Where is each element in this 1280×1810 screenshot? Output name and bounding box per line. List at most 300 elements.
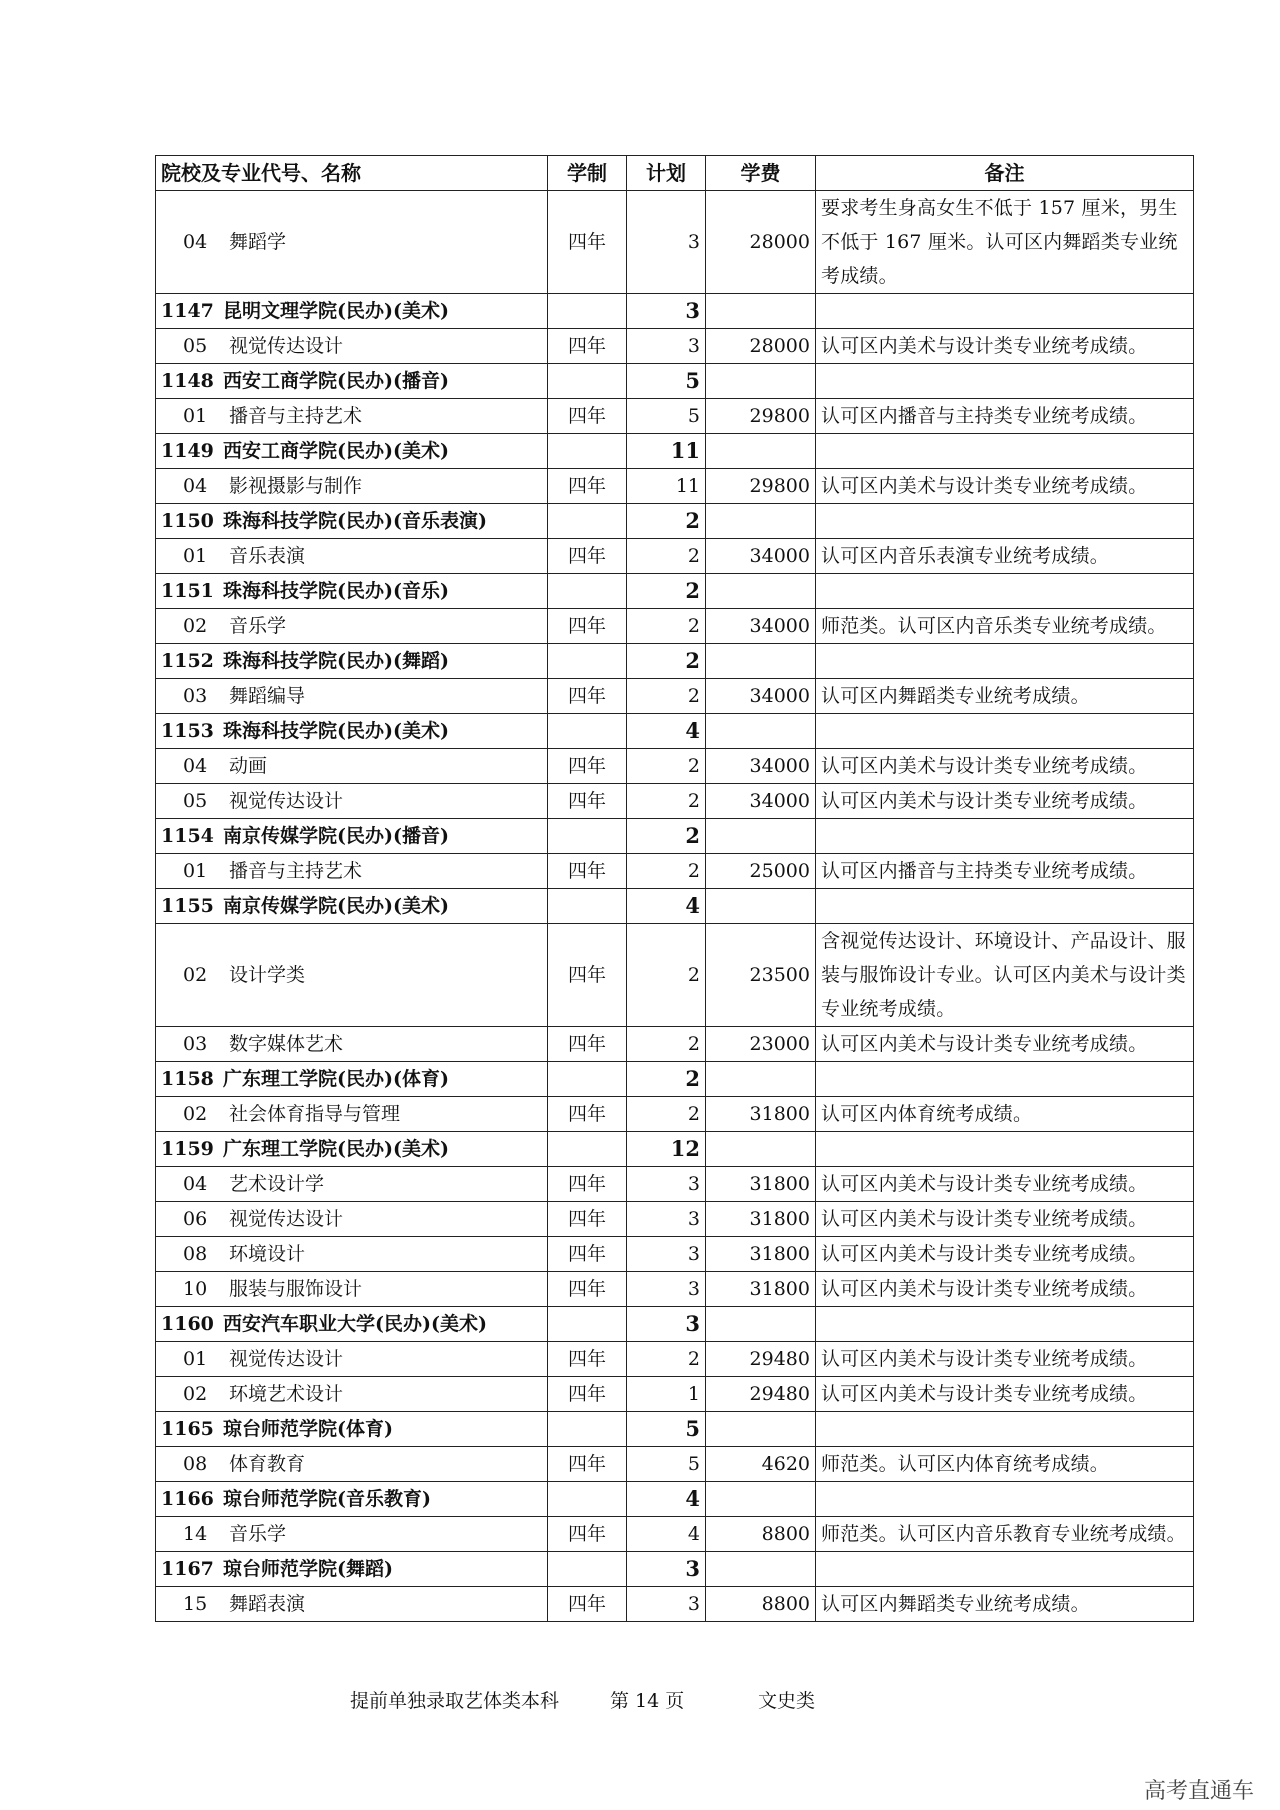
fee-cell	[706, 644, 816, 679]
major-code: 04	[183, 755, 208, 777]
fee-cell: 29480	[706, 1342, 816, 1377]
college-row	[156, 644, 1194, 679]
fee-cell: 4620	[706, 1447, 816, 1482]
college-name-cell	[156, 819, 548, 854]
plan-cell: 3	[627, 1272, 706, 1307]
plan-cell: 11	[627, 469, 706, 504]
major-row	[156, 1202, 1194, 1237]
fee-cell	[706, 504, 816, 539]
college-name: 珠海科技学院(民办)(美术)	[223, 720, 449, 742]
header-plan: 计划	[627, 156, 706, 191]
major-name: 音乐表演	[229, 545, 306, 567]
college-row	[156, 294, 1194, 329]
major-name: 舞蹈学	[229, 231, 287, 253]
note-cell	[816, 1307, 1194, 1342]
plan-cell: 12	[627, 1132, 706, 1167]
fee-cell: 29800	[706, 469, 816, 504]
college-name-cell	[156, 294, 548, 329]
note-cell: 认可区内美术与设计类专业统考成绩。	[816, 329, 1194, 364]
system-cell	[548, 1307, 627, 1342]
fee-cell: 31800	[706, 1202, 816, 1237]
plan-cell: 3	[627, 1202, 706, 1237]
fee-cell: 34000	[706, 749, 816, 784]
major-code: 04	[183, 231, 208, 253]
plan-cell: 3	[627, 294, 706, 329]
system-cell: 四年	[548, 1237, 627, 1272]
fee-cell	[706, 714, 816, 749]
note-cell	[816, 294, 1194, 329]
plan-cell: 2	[627, 784, 706, 819]
college-code: 1154	[161, 825, 214, 847]
college-name-cell	[156, 1307, 548, 1342]
plan-cell: 2	[627, 574, 706, 609]
major-code: 04	[183, 1173, 208, 1195]
major-row	[156, 1272, 1194, 1307]
major-row	[156, 924, 1194, 1027]
college-code: 1158	[161, 1068, 214, 1090]
plan-cell: 4	[627, 714, 706, 749]
fee-cell: 29800	[706, 399, 816, 434]
plan-cell: 2	[627, 679, 706, 714]
major-name: 社会体育指导与管理	[229, 1103, 401, 1125]
system-cell	[548, 1132, 627, 1167]
major-code: 05	[183, 335, 208, 357]
major-name-cell	[156, 924, 548, 1027]
major-code: 10	[183, 1278, 208, 1300]
note-cell: 认可区内美术与设计类专业统考成绩。	[816, 749, 1194, 784]
major-name: 音乐学	[229, 615, 287, 637]
fee-cell: 23500	[706, 924, 816, 1027]
system-cell	[548, 1482, 627, 1517]
college-name-cell	[156, 1062, 548, 1097]
major-name-cell	[156, 1447, 548, 1482]
plan-cell: 1	[627, 1377, 706, 1412]
major-name: 视觉传达设计	[229, 335, 344, 357]
note-cell: 认可区内美术与设计类专业统考成绩。	[816, 1342, 1194, 1377]
note-cell	[816, 714, 1194, 749]
plan-cell: 2	[627, 644, 706, 679]
major-row	[156, 1447, 1194, 1482]
major-name-cell	[156, 854, 548, 889]
major-name-cell	[156, 1202, 548, 1237]
plan-cell: 2	[627, 819, 706, 854]
header-name: 院校及专业代号、名称	[156, 156, 548, 191]
note-cell: 认可区内播音与主持类专业统考成绩。	[816, 854, 1194, 889]
college-code: 1155	[161, 895, 214, 917]
major-name-cell	[156, 1377, 548, 1412]
major-row	[156, 1342, 1194, 1377]
major-name-cell	[156, 191, 548, 294]
major-row	[156, 1377, 1194, 1412]
college-name: 珠海科技学院(民办)(音乐表演)	[223, 510, 487, 532]
major-name: 视觉传达设计	[229, 1208, 344, 1230]
college-row	[156, 1062, 1194, 1097]
fee-cell	[706, 294, 816, 329]
major-row	[156, 1097, 1194, 1132]
note-cell: 师范类。认可区内音乐教育专业统考成绩。	[816, 1517, 1194, 1552]
system-cell: 四年	[548, 469, 627, 504]
table-header-row	[156, 156, 1194, 191]
plan-cell: 5	[627, 399, 706, 434]
system-cell: 四年	[548, 784, 627, 819]
fee-cell	[706, 889, 816, 924]
system-cell	[548, 434, 627, 469]
plan-cell: 4	[627, 889, 706, 924]
note-cell	[816, 1482, 1194, 1517]
major-code: 03	[183, 1033, 208, 1055]
major-name: 音乐学	[229, 1523, 287, 1545]
plan-cell: 3	[627, 191, 706, 294]
plan-cell: 3	[627, 1307, 706, 1342]
system-cell: 四年	[548, 609, 627, 644]
note-cell: 认可区内美术与设计类专业统考成绩。	[816, 1237, 1194, 1272]
major-name-cell	[156, 1027, 548, 1062]
major-code: 02	[183, 1103, 208, 1125]
major-row	[156, 1167, 1194, 1202]
major-code: 08	[183, 1453, 208, 1475]
college-row	[156, 819, 1194, 854]
system-cell	[548, 1062, 627, 1097]
college-row	[156, 364, 1194, 399]
major-name-cell	[156, 679, 548, 714]
plan-cell: 2	[627, 539, 706, 574]
fee-cell	[706, 819, 816, 854]
major-row	[156, 329, 1194, 364]
college-row	[156, 504, 1194, 539]
watermark: 高考直通车	[1143, 1779, 1254, 1804]
major-name: 体育教育	[229, 1453, 306, 1475]
major-code: 02	[183, 615, 208, 637]
major-name-cell	[156, 329, 548, 364]
note-cell: 认可区内美术与设计类专业统考成绩。	[816, 1202, 1194, 1237]
plan-cell: 2	[627, 1097, 706, 1132]
major-row	[156, 469, 1194, 504]
note-cell: 认可区内美术与设计类专业统考成绩。	[816, 784, 1194, 819]
plan-cell: 3	[627, 329, 706, 364]
major-name: 环境艺术设计	[229, 1383, 344, 1405]
plan-cell: 11	[627, 434, 706, 469]
major-row	[156, 1237, 1194, 1272]
plan-cell: 2	[627, 854, 706, 889]
college-row	[156, 1482, 1194, 1517]
plan-cell: 3	[627, 1587, 706, 1622]
note-cell	[816, 1552, 1194, 1587]
major-name: 服装与服饰设计	[229, 1278, 363, 1300]
major-name: 舞蹈表演	[229, 1593, 306, 1615]
system-cell	[548, 1552, 627, 1587]
college-name-cell	[156, 504, 548, 539]
college-name: 琼台师范学院(体育)	[223, 1418, 393, 1440]
major-name-cell	[156, 749, 548, 784]
system-cell: 四年	[548, 1587, 627, 1622]
fee-cell: 25000	[706, 854, 816, 889]
system-cell: 四年	[548, 1202, 627, 1237]
major-code: 01	[183, 545, 208, 567]
plan-cell: 4	[627, 1482, 706, 1517]
note-cell	[816, 574, 1194, 609]
college-code: 1159	[161, 1138, 214, 1160]
note-cell: 认可区内体育统考成绩。	[816, 1097, 1194, 1132]
system-cell: 四年	[548, 1342, 627, 1377]
system-cell	[548, 364, 627, 399]
fee-cell: 29480	[706, 1377, 816, 1412]
note-cell	[816, 1062, 1194, 1097]
plan-cell: 2	[627, 1062, 706, 1097]
fee-cell: 31800	[706, 1272, 816, 1307]
major-row	[156, 784, 1194, 819]
college-name: 珠海科技学院(民办)(音乐)	[223, 580, 449, 602]
major-code: 06	[183, 1208, 208, 1230]
note-cell: 认可区内美术与设计类专业统考成绩。	[816, 469, 1194, 504]
system-cell: 四年	[548, 749, 627, 784]
major-code: 01	[183, 405, 208, 427]
major-code: 03	[183, 685, 208, 707]
fee-cell: 28000	[706, 329, 816, 364]
fee-cell: 23000	[706, 1027, 816, 1062]
major-name: 播音与主持艺术	[229, 405, 363, 427]
table-body	[156, 191, 1194, 1622]
plan-cell: 3	[627, 1237, 706, 1272]
college-code: 1152	[161, 650, 214, 672]
college-name: 珠海科技学院(民办)(舞蹈)	[223, 650, 449, 672]
header-system: 学制	[548, 156, 627, 191]
major-name-cell	[156, 609, 548, 644]
major-code: 01	[183, 860, 208, 882]
fee-cell: 31800	[706, 1167, 816, 1202]
college-code: 1165	[161, 1418, 214, 1440]
college-row	[156, 889, 1194, 924]
plan-cell: 4	[627, 1517, 706, 1552]
college-name: 广东理工学院(民办)(体育)	[223, 1068, 449, 1090]
note-cell: 认可区内美术与设计类专业统考成绩。	[816, 1272, 1194, 1307]
major-row	[156, 1587, 1194, 1622]
college-code: 1167	[161, 1558, 214, 1580]
note-cell: 认可区内舞蹈类专业统考成绩。	[816, 679, 1194, 714]
system-cell: 四年	[548, 1517, 627, 1552]
college-name-cell	[156, 1482, 548, 1517]
note-cell: 含视觉传达设计、环境设计、产品设计、服装与服饰设计专业。认可区内美术与设计类专业统考成绩。	[816, 924, 1194, 1027]
fee-cell: 34000	[706, 784, 816, 819]
note-cell	[816, 364, 1194, 399]
major-row	[156, 191, 1194, 294]
fee-cell: 8800	[706, 1517, 816, 1552]
system-cell: 四年	[548, 329, 627, 364]
major-row	[156, 539, 1194, 574]
college-name: 西安工商学院(民办)(播音)	[223, 370, 449, 392]
college-name-cell	[156, 1412, 548, 1447]
system-cell	[548, 889, 627, 924]
college-code: 1149	[161, 440, 214, 462]
plan-cell: 3	[627, 1167, 706, 1202]
major-name-cell	[156, 1272, 548, 1307]
major-name: 设计学类	[229, 964, 306, 986]
plan-cell: 5	[627, 364, 706, 399]
fee-cell	[706, 1062, 816, 1097]
note-cell: 认可区内美术与设计类专业统考成绩。	[816, 1167, 1194, 1202]
college-code: 1160	[161, 1313, 214, 1335]
note-cell	[816, 504, 1194, 539]
plan-cell: 2	[627, 1342, 706, 1377]
major-row	[156, 399, 1194, 434]
header-note: 备注	[816, 156, 1194, 191]
college-code: 1147	[161, 300, 214, 322]
major-row	[156, 609, 1194, 644]
college-code: 1153	[161, 720, 214, 742]
college-row	[156, 1552, 1194, 1587]
major-row	[156, 749, 1194, 784]
system-cell: 四年	[548, 399, 627, 434]
college-code: 1148	[161, 370, 214, 392]
fee-cell: 34000	[706, 539, 816, 574]
plan-cell: 3	[627, 1552, 706, 1587]
footer-page-number: 第 14 页	[610, 1690, 685, 1712]
major-row	[156, 1517, 1194, 1552]
college-name: 南京传媒学院(民办)(播音)	[223, 825, 449, 847]
fee-cell	[706, 364, 816, 399]
college-row	[156, 1307, 1194, 1342]
major-name-cell	[156, 1587, 548, 1622]
note-cell: 师范类。认可区内音乐类专业统考成绩。	[816, 609, 1194, 644]
major-code: 02	[183, 1383, 208, 1405]
plan-cell: 2	[627, 924, 706, 1027]
college-row	[156, 434, 1194, 469]
major-name-cell	[156, 399, 548, 434]
note-cell: 认可区内播音与主持类专业统考成绩。	[816, 399, 1194, 434]
system-cell: 四年	[548, 1447, 627, 1482]
system-cell: 四年	[548, 1097, 627, 1132]
college-name-cell	[156, 434, 548, 469]
major-code: 05	[183, 790, 208, 812]
fee-cell: 34000	[706, 679, 816, 714]
major-code: 08	[183, 1243, 208, 1265]
note-cell: 师范类。认可区内体育统考成绩。	[816, 1447, 1194, 1482]
note-cell	[816, 434, 1194, 469]
fee-cell	[706, 1412, 816, 1447]
college-name-cell	[156, 1552, 548, 1587]
major-row	[156, 679, 1194, 714]
major-name: 环境设计	[229, 1243, 306, 1265]
system-cell: 四年	[548, 1272, 627, 1307]
header-fee: 学费	[706, 156, 816, 191]
fee-cell	[706, 1132, 816, 1167]
system-cell: 四年	[548, 191, 627, 294]
major-name: 艺术设计学	[229, 1173, 325, 1195]
major-name: 数字媒体艺术	[229, 1033, 344, 1055]
college-row	[156, 574, 1194, 609]
college-row	[156, 1412, 1194, 1447]
system-cell: 四年	[548, 1377, 627, 1412]
major-code: 15	[183, 1593, 208, 1615]
major-name: 视觉传达设计	[229, 790, 344, 812]
fee-cell	[706, 574, 816, 609]
major-name-cell	[156, 469, 548, 504]
plan-cell: 2	[627, 749, 706, 784]
college-name: 广东理工学院(民办)(美术)	[223, 1138, 449, 1160]
note-cell: 认可区内美术与设计类专业统考成绩。	[816, 1377, 1194, 1412]
note-cell: 认可区内舞蹈类专业统考成绩。	[816, 1587, 1194, 1622]
major-name: 动画	[229, 755, 268, 777]
system-cell	[548, 294, 627, 329]
note-cell	[816, 819, 1194, 854]
college-code: 1150	[161, 510, 214, 532]
major-name: 影视摄影与制作	[229, 475, 363, 497]
system-cell: 四年	[548, 924, 627, 1027]
system-cell: 四年	[548, 679, 627, 714]
major-row	[156, 1027, 1194, 1062]
college-name-cell	[156, 714, 548, 749]
fee-cell: 31800	[706, 1237, 816, 1272]
major-name-cell	[156, 1517, 548, 1552]
note-cell: 要求考生身高女生不低于 157 厘米，男生不低于 167 厘米。认可区内舞蹈类专业统考成绩。	[816, 191, 1194, 294]
college-name-cell	[156, 1132, 548, 1167]
system-cell	[548, 574, 627, 609]
system-cell: 四年	[548, 1167, 627, 1202]
fee-cell	[706, 1552, 816, 1587]
college-name: 琼台师范学院(音乐教育)	[223, 1488, 431, 1510]
plan-cell: 2	[627, 609, 706, 644]
fee-cell: 28000	[706, 191, 816, 294]
major-name-cell	[156, 784, 548, 819]
major-name-cell	[156, 1097, 548, 1132]
college-code: 1151	[161, 580, 214, 602]
plan-cell: 5	[627, 1447, 706, 1482]
major-code: 02	[183, 964, 208, 986]
college-name: 琼台师范学院(舞蹈)	[223, 1558, 393, 1580]
college-name-cell	[156, 364, 548, 399]
college-name: 南京传媒学院(民办)(美术)	[223, 895, 449, 917]
major-name: 舞蹈编导	[229, 685, 306, 707]
college-name: 西安工商学院(民办)(美术)	[223, 440, 449, 462]
college-row	[156, 1132, 1194, 1167]
college-name-cell	[156, 574, 548, 609]
college-code: 1166	[161, 1488, 214, 1510]
note-cell	[816, 1412, 1194, 1447]
college-row	[156, 714, 1194, 749]
college-name: 昆明文理学院(民办)(美术)	[223, 300, 449, 322]
fee-cell	[706, 1307, 816, 1342]
system-cell	[548, 644, 627, 679]
system-cell: 四年	[548, 539, 627, 574]
plan-cell: 5	[627, 1412, 706, 1447]
note-cell: 认可区内美术与设计类专业统考成绩。	[816, 1027, 1194, 1062]
footer-category: 文史类	[758, 1690, 816, 1712]
major-name-cell	[156, 1342, 548, 1377]
system-cell: 四年	[548, 1027, 627, 1062]
enrollment-plan-table	[155, 155, 1194, 1622]
system-cell	[548, 504, 627, 539]
major-code: 04	[183, 475, 208, 497]
system-cell	[548, 1412, 627, 1447]
fee-cell	[706, 1482, 816, 1517]
fee-cell: 31800	[706, 1097, 816, 1132]
system-cell	[548, 714, 627, 749]
major-row	[156, 854, 1194, 889]
plan-cell: 2	[627, 504, 706, 539]
major-name-cell	[156, 539, 548, 574]
note-cell: 认可区内音乐表演专业统考成绩。	[816, 539, 1194, 574]
major-name-cell	[156, 1237, 548, 1272]
college-name-cell	[156, 889, 548, 924]
note-cell	[816, 644, 1194, 679]
footer-batch: 提前单独录取艺体类本科	[350, 1690, 560, 1712]
college-name-cell	[156, 644, 548, 679]
system-cell	[548, 819, 627, 854]
fee-cell: 34000	[706, 609, 816, 644]
system-cell: 四年	[548, 854, 627, 889]
plan-cell: 2	[627, 1027, 706, 1062]
note-cell	[816, 889, 1194, 924]
major-code: 01	[183, 1348, 208, 1370]
